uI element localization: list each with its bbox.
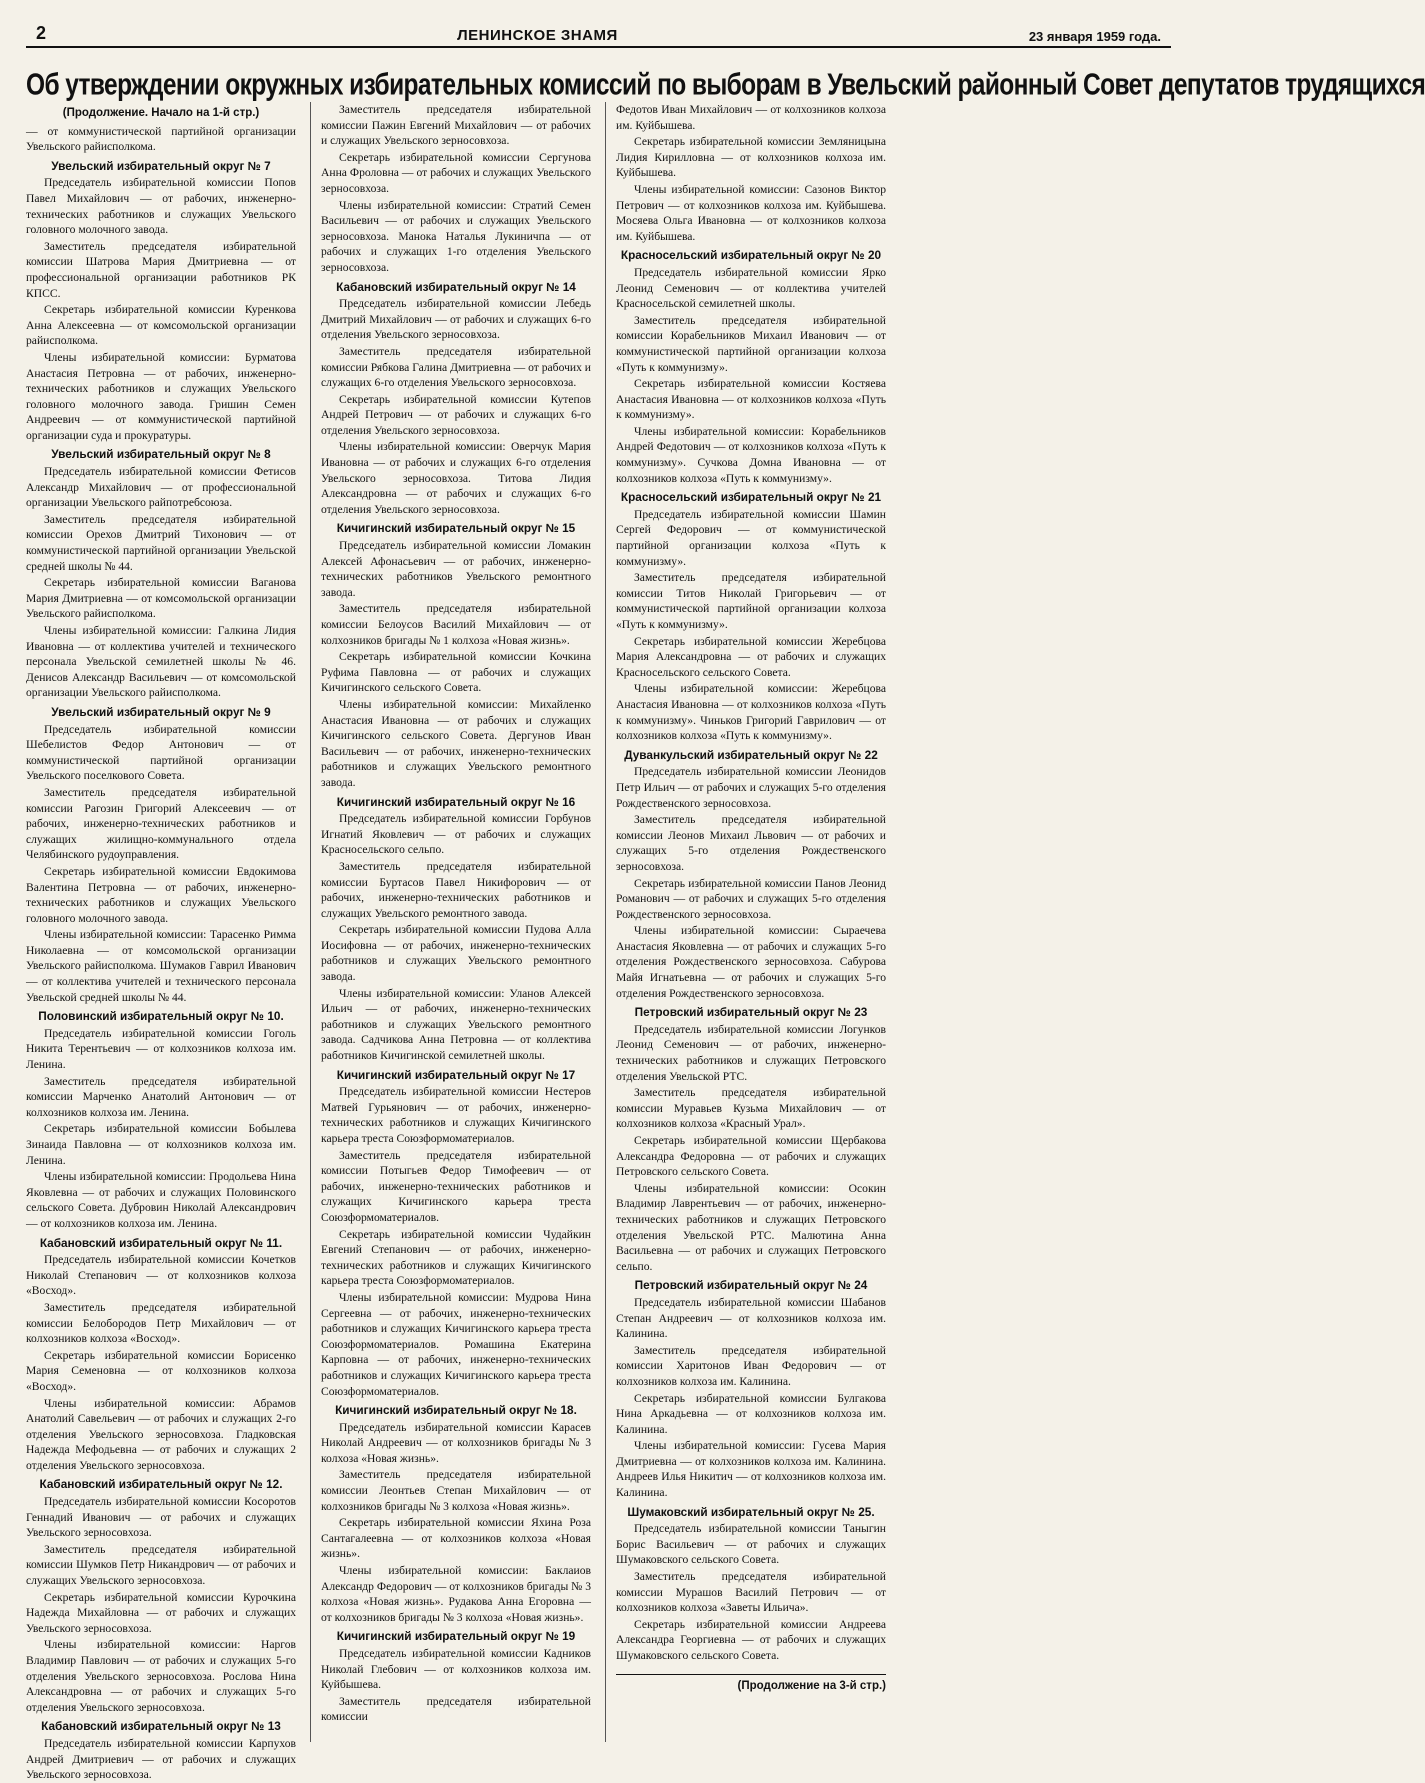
commission-entry: Члены избирательной комиссии: Мудрова Нина Сергеевна — от рабочих, инженерно-технических работников и служащих Кичигинского карьера треста Союзформоматериалов. Ромашина Екатерина Карповна — от рабочих, инженерно-технических работников и служащих Кичигинского карьера треста Союзформоматериалов. bbox=[321, 1290, 591, 1398]
commission-entry: Члены избирательной комиссии: Михайленко Анастасия Ивановна — от рабочих и служащих Кичигинского сельского Совета. Дергунов Иван Васильевич — от рабочих, инженерно-технических работников и служащих Увельского ремонтного завода. bbox=[321, 697, 591, 789]
commission-entry: Члены избирательной комиссии: Продольева Нина Яковлевна — от рабочих и служащих Половинского сельского Совета. Дубровин Николай Александрович — от колхозников колхоза им. Ленина. bbox=[26, 1170, 296, 1230]
commission-entry: Секретарь избирательной комиссии Евдокимова Валентина Петровна — от рабочих, инженерно-технических работников и служащих Увельского головного молочного завода. bbox=[26, 864, 296, 925]
continuation-note-top: (Продолжение. Начало на 1-й стр.) bbox=[62, 107, 260, 119]
commission-entry: Секретарь избирательной комиссии Земляницына Лидия Кирилловна — от колхозников колхоза им. Куйбышева. bbox=[616, 135, 886, 180]
commission-entry: Заместитель председателя избирательной комиссии Мурашов Василий Петрович — от колхозников колхоза «Заветы Ильича». bbox=[616, 1570, 886, 1615]
commission-entry: Секретарь избирательной комиссии Куренкова Анна Алексеевна — от комсомольской организации райисполкома. bbox=[26, 303, 296, 348]
commission-entry: Председатель избирательной комиссии Шебелистов Федор Антонович — от коммунистической партийной организации Увельского поселкового Совета. bbox=[26, 722, 296, 783]
district-heading: Кабановский избирательный округ № 12. bbox=[39, 1477, 283, 1492]
commission-entry: Заместитель председателя избирательной комиссии Корабельников Михаил Иванович — от коммунистической партийной организации колхоза «Путь к коммунизму». bbox=[616, 313, 886, 374]
commission-entry: Члены избирательной комиссии: Абрамов Анатолий Савельевич — от рабочих и служащих 2-го отделения Увельского зерносовхоза. Гладковская Надежда Мефодьевна — от рабочих и служащих 2 отделения Увельского зерносовхоза. bbox=[26, 1396, 296, 1472]
district-heading: Красносельский избирательный округ № 21 bbox=[620, 490, 882, 505]
district-heading: Кичигинский избирательный округ № 15 bbox=[336, 521, 576, 536]
commission-entry: Председатель избирательной комиссии Горбунов Игнатий Яковлевич — от рабочих и служащих Красносельского сельпо. bbox=[321, 812, 591, 857]
district-heading: Красносельский избирательный округ № 20 bbox=[620, 248, 882, 263]
commission-entry: Секретарь избирательной комиссии Кочкина Руфима Павловна — от рабочих и служащих Кичигинского сельского Совета. bbox=[321, 650, 591, 695]
commission-entry: Члены избирательной комиссии: Наргов Владимир Павлович — от рабочих и служащих 5-го отделения Увельского зерносовхоза. Рослова Нина Александровна — от рабочих и служащих 5-го отделения Увельского зерносовхоза. bbox=[26, 1638, 296, 1714]
commission-entry: Члены избирательной комиссии: Корабельников Андрей Федотович — от колхозников колхоза «Путь к коммунизму». Сучкова Домна Ивановна — от колхозников колхоза «Путь к коммунизму». bbox=[616, 424, 886, 485]
commission-entry: Заместитель председателя избирательной комиссии Орехов Дмитрий Тихонович — от коммунистической партийной организации Увельской средней школы № 44. bbox=[26, 512, 296, 573]
article-headline: Об утверждении окружных избирательных комиссий по выборам в Увельский районный Совет депутатов трудящихся bbox=[26, 68, 1425, 102]
commission-entry: Председатель избирательной комиссии Таныгин Борис Васильевич — от рабочих и служащих Шумаковского сельского Совета. bbox=[616, 1522, 886, 1567]
commission-entry: Председатель избирательной комиссии Логунков Леонид Семенович — от рабочих, инженерно-технических работников и служащих Петровского отделения Увельской РТС. bbox=[616, 1022, 886, 1083]
commission-entry: Члены избирательной комиссии: Уланов Алексей Ильич — от рабочих, инженерно-технических работников и служащих Увельского ремонтного завода. Садчикова Анна Петровна — от коллектива работников Кичигинской семилетней школы. bbox=[321, 986, 591, 1063]
district-heading: Половинский избирательный округ № 10. bbox=[38, 1009, 284, 1024]
commission-entry: Секретарь избирательной комиссии Щербакова Александра Федоровна — от рабочих и служащих Петровского сельского Совета. bbox=[616, 1134, 886, 1179]
text-column-1 bbox=[26, 102, 296, 1782]
newspaper-name: ЛЕНИНСКОЕ ЗНАМЯ bbox=[457, 27, 618, 44]
commission-entry: Секретарь избирательной комиссии Чудайкин Евгений Степанович — от рабочих, инженерно-технических работников и служащих Кичигинского карьера треста Союзформоматериалов. bbox=[321, 1227, 591, 1288]
commission-entry: Председатель избирательной комиссии Фетисов Александр Михайлович — от профессиональной организации Увельского райпотребсоюза. bbox=[26, 465, 296, 510]
commission-entry: Заместитель председателя избирательной комиссии Леонов Михаил Львович — от рабочих и служащих 5-го отделения Рождественского зерносовхоза. bbox=[616, 813, 886, 873]
commission-entry: Заместитель председателя избирательной комиссии Потыгьев Федор Тимофеевич — от рабочих, инженерно-технических работников и служащих Кичигинского карьера треста Союзформоматериалов. bbox=[321, 1148, 591, 1224]
district-heading: Петровский избирательный округ № 23 bbox=[634, 1005, 868, 1020]
commission-entry: Председатель избирательной комиссии Ярко Леонид Семенович — от коллектива учителей Красносельской семилетней школы. bbox=[616, 265, 886, 311]
commission-entry: Секретарь избирательной комиссии Костяева Анастасия Ивановна — от колхозников колхоза «Путь к коммунизму». bbox=[616, 377, 886, 422]
article-columns bbox=[26, 102, 1171, 1782]
commission-entry: Члены избирательной комиссии: Сазонов Виктор Петрович — от колхозников колхоза им. Куйбышева. Мосяева Ольга Ивановна — от колхозников колхоза им. Куйбышева. bbox=[616, 182, 886, 243]
commission-entry: Председатель избирательной комиссии Карпухов Андрей Дмитриевич — от рабочих и служащих Увельского зерносовхоза. bbox=[26, 1736, 296, 1782]
commission-entry: Члены избирательной комиссии: Тарасенко Римма Николаевна — от комсомольской организации Увельского райисполкома. Шумаков Гаврил Иванович — от коллектива учителей и технического персонала Увельской средней школы № 44. bbox=[26, 928, 296, 1004]
district-heading: Петровский избирательный округ № 24 bbox=[634, 1278, 868, 1293]
commission-entry: Секретарь избирательной комиссии Ваганова Мария Дмитриевна — от комсомольской организации Увельского райисполкома. bbox=[26, 576, 296, 621]
commission-entry: Председатель избирательной комиссии Шабанов Степан Андреевич — от колхозников колхоза им. Калинина. bbox=[616, 1295, 886, 1341]
commission-entry: Секретарь избирательной комиссии Сергунова Анна Фроловна — от рабочих и служащих Увельского зерносовхоза. bbox=[321, 150, 591, 195]
commission-entry: Члены избирательной комиссии: Гусева Мария Дмитриевна — от колхозников колхоза им. Калинина. Андреев Илья Никитич — от колхозников колхоза им. Калинина. bbox=[616, 1439, 886, 1500]
commission-entry: Председатель избирательной комиссии Косоротов Геннадий Иванович — от рабочих и служащих Увельского зерносовхоза. bbox=[26, 1495, 296, 1540]
continuation-note-bottom: (Продолжение на 3-й стр.) bbox=[616, 1674, 886, 1695]
column-lead-text: Федотов Иван Михайлович — от колхозников колхоза им. Куйбышева. bbox=[616, 103, 886, 132]
commission-entry: Председатель избирательной комиссии Карасев Николай Андреевич — от колхозников бригады № 3 колхоза «Новая жизнь». bbox=[321, 1420, 591, 1465]
district-heading: Кичигинский избирательный округ № 17 bbox=[336, 1067, 576, 1082]
district-heading: Увельский избирательный округ № 9 bbox=[51, 704, 271, 719]
commission-entry: Заместитель председателя избирательной комиссии Харитонов Иван Федорович — от колхозников колхоза им. Калинина. bbox=[616, 1343, 886, 1388]
commission-entry: Секретарь избирательной комиссии Бобылева Зинаида Павловна — от колхозников колхоза им. Ленина. bbox=[26, 1122, 296, 1167]
commission-entry: Председатель избирательной комиссии Гоголь Никита Терентьевич — от колхозников колхоза им. Ленина. bbox=[26, 1026, 296, 1072]
commission-entry: Заместитель председателя избирательной комиссии Белобородов Петр Михайлович — от колхозников колхоза «Восход». bbox=[26, 1300, 296, 1346]
text-column-2 bbox=[310, 102, 591, 1742]
issue-date: 23 января 1959 года. bbox=[1028, 29, 1161, 44]
commission-entry: Заместитель председателя избирательной комиссии Белоусов Василий Михайлович — от колхозников бригады № 1 колхоза «Новая жизнь». bbox=[321, 602, 591, 647]
district-heading: Увельский избирательный округ № 7 bbox=[51, 158, 271, 173]
commission-entry: Председатель избирательной комиссии Попов Павел Михайлович — от рабочих, инженерно-технических работников и служащих Увельского головного молочного завода. bbox=[26, 176, 296, 237]
commission-entry: Секретарь избирательной комиссии Булгакова Нина Аркадьевна — от колхозников колхоза им. Калинина. bbox=[616, 1391, 886, 1436]
masthead bbox=[26, 18, 1171, 48]
commission-entry: Члены избирательной комиссии: Галкина Лидия Ивановна — от коллектива учителей и технического персонала Увельской семилетней школы № 46. Денисов Александр Васильевич — от комсомольской организации Увельского райисполкома. bbox=[26, 624, 296, 700]
commission-entry: Заместитель председателя избирательной комиссии Муравьев Кузьма Михайлович — от колхозников колхоза «Красный Урал». bbox=[616, 1086, 886, 1131]
commission-entry: Председатель избирательной комиссии Кочетков Николай Степанович — от колхозников колхоза «Восход». bbox=[26, 1253, 296, 1298]
commission-entry: Члены избирательной комиссии: Жеребцова Анастасия Ивановна — от колхозников колхоза «Путь к коммунизму». Чиньков Григорий Гаврилович — от колхозников колхоза «Путь к коммунизму». bbox=[616, 682, 886, 743]
commission-entry: Председатель избирательной комиссии Лебедь Дмитрий Михайлович — от рабочих и служащих 6-го отделения Увельского зерносовхоза. bbox=[321, 297, 591, 342]
commission-entry: Секретарь избирательной комиссии Жеребцова Мария Александровна — от рабочих и служащих Красносельского сельского Совета. bbox=[616, 634, 886, 679]
commission-entry: Заместитель председателя избирательной комиссии Рагозин Григорий Алексеевич — от рабочих, инженерно-технических работников и служащих жилищно-коммунального отдела Челябинского рудоуправления. bbox=[26, 785, 296, 862]
district-heading: Дуванкульский избирательный округ № 22 bbox=[624, 747, 878, 762]
commission-entry: Члены избирательной комиссии: Оверчук Мария Ивановна — от рабочих и служащих 6-го отделения Увельского зерносовхоза. Титова Лидия Александровна — от рабочих и служащих 6-го отделения Увельского зерносовхоза. bbox=[321, 440, 591, 516]
commission-entry: Секретарь избирательной комиссии Курочкина Надежда Михайловна — от рабочих и служащих Увельского зерносовхоза. bbox=[26, 1590, 296, 1635]
commission-entry: Секретарь избирательной комиссии Пудова Алла Иосифовна — от рабочих, инженерно-технических работников и служащих Увельского ремонтного завода. bbox=[321, 923, 591, 984]
page-number: 2 bbox=[36, 23, 47, 43]
commission-entry: Секретарь избирательной комиссии Кутепов Андрей Петрович — от рабочих и служащих 6-го отделения Увельского зерносовхоза. bbox=[321, 392, 591, 437]
commission-entry: Заместитель председателя избирательной комиссии Буртасов Павел Никифорович — от рабочих, инженерно-технических работников и служащих Увельского ремонтного завода. bbox=[321, 859, 591, 920]
district-heading: Увельский избирательный округ № 8 bbox=[51, 447, 271, 462]
commission-entry: Члены избирательной комиссии: Осокин Владимир Лаврентьевич — от рабочих, инженерно-технических работников и служащих Петровского отделения Увельской РТС. Малютина Анна Васильевна — от рабочих и служащих Петровского сельпо. bbox=[616, 1181, 886, 1273]
commission-entry: Заместитель председателя избирательной комиссии bbox=[321, 1694, 591, 1724]
commission-entry: Заместитель председателя избирательной комиссии Шумков Петр Никандрович — от рабочих и служащих Увельского зерносовхоза. bbox=[26, 1542, 296, 1588]
commission-entry: Секретарь избирательной комиссии Борисенко Мария Семеновна — от колхозников колхоза «Восход». bbox=[26, 1348, 296, 1393]
district-heading: Кабановский избирательный округ № 11. bbox=[39, 1235, 283, 1250]
commission-entry: Председатель избирательной комиссии Нестеров Матвей Гурьянович — от рабочих, инженерно-технических работников и служащих Кичигинского карьера треста Союзформоматериалов. bbox=[321, 1085, 591, 1145]
commission-entry: Заместитель председателя избирательной комиссии Леонтьев Степан Михайлович — от колхозников бригады № 3 колхоза «Новая жизнь». bbox=[321, 1468, 591, 1513]
district-heading: Кичигинский избирательный округ № 18. bbox=[335, 1403, 577, 1418]
commission-entry: Секретарь избирательной комиссии Яхина Роза Сантагалеевна — от колхозников колхоза «Новая жизнь». bbox=[321, 1516, 591, 1561]
district-heading: Кичигинский избирательный округ № 19 bbox=[336, 1629, 576, 1644]
district-heading: Шумаковский избирательный округ № 25. bbox=[627, 1504, 875, 1519]
commission-entry: Члены избирательной комиссии: Сыраечева Анастасия Яковлевна — от рабочих и служащих 5-го отделения Рождественского зерносовхоза. Сабурова Майя Игнатьевна — от рабочих и служащих 5-го отделения Рождественского зерносовхоза. bbox=[616, 924, 886, 1000]
commission-entry: Секретарь избирательной комиссии Андреева Александра Георгиевна — от рабочих и служащих Шумаковского сельского Совета. bbox=[616, 1617, 886, 1662]
commission-entry: Заместитель председателя избирательной комиссии Марченко Анатолий Антонович — от колхозников колхоза им. Ленина. bbox=[26, 1074, 296, 1119]
district-heading: Кабановский избирательный округ № 13 bbox=[41, 1719, 281, 1734]
column-lead-text: — от коммунистической партийной организации Увельского райисполкома. bbox=[26, 124, 296, 154]
commission-entry: Секретарь избирательной комиссии Панов Леонид Романович — от рабочих и служащих 5-го отделения Рождественского зерносовхоза. bbox=[616, 876, 886, 921]
district-heading: Кичигинский избирательный округ № 16 bbox=[336, 794, 576, 809]
commission-entry: Члены избирательной комиссии: Баклаиов Александр Федорович — от колхозников бригады № 3 колхоза «Новая жизнь». Рудакова Анна Егоровна — от колхозников бригады № 3 колхоза «Новая жизнь». bbox=[321, 1564, 591, 1624]
commission-entry: Члены избирательной комиссии: Стратий Семен Васильевич — от рабочих и служащих Увельского зерносовхоза. Манока Наталья Лукиничпа — от рабочих и служащих 1-го отделения Увельского зерносовхоза. bbox=[321, 198, 591, 274]
commission-entry: Председатель избирательной комиссии Леонидов Петр Ильич — от рабочих и служащих 5-го отделения Рождественского зерносовхоза. bbox=[616, 765, 886, 810]
commission-entry: Члены избирательной комиссии: Бурматова Анастасия Петровна — от рабочих, инженерно-технических работников и служащих Увельского головного молочного завода. Гришин Семен Андреевич — от коммунистической партийной организации суда и прокуратуры. bbox=[26, 350, 296, 442]
district-heading: Кабановский избирательный округ № 14 bbox=[336, 279, 576, 294]
commission-entry: Председатель избирательной комиссии Шамин Сергей Федорович — от коммунистической партийной организации колхоза «Путь к коммунизму». bbox=[616, 507, 886, 568]
commission-entry: Председатель избирательной комиссии Кадников Николай Глебович — от колхозников колхоза им. Куйбышева. bbox=[321, 1647, 591, 1692]
text-column-3 bbox=[605, 102, 886, 1742]
commission-entry: Заместитель председателя избирательной комиссии Пажин Евгений Михайлович — от рабочих и служащих Увельского зерносовхоза. bbox=[321, 103, 591, 148]
commission-entry: Заместитель председателя избирательной комиссии Шатрова Мария Дмитриевна — от профессиональной организации работников РК КПСС. bbox=[26, 239, 296, 300]
commission-entry: Заместитель председателя избирательной комиссии Рябкова Галина Дмитриевна — от рабочих и служащих 6-го отделения Увельского зерносовхоза. bbox=[321, 344, 592, 390]
commission-entry: Заместитель председателя избирательной комиссии Титов Николай Григорьевич — от коммунистической партийной организации колхоза «Путь к коммунизму». bbox=[616, 571, 886, 631]
commission-entry: Председатель избирательной комиссии Ломакин Алексей Афонасьевич — от рабочих, инженерно-технических работников Увельского ремонтного завода. bbox=[321, 539, 591, 599]
